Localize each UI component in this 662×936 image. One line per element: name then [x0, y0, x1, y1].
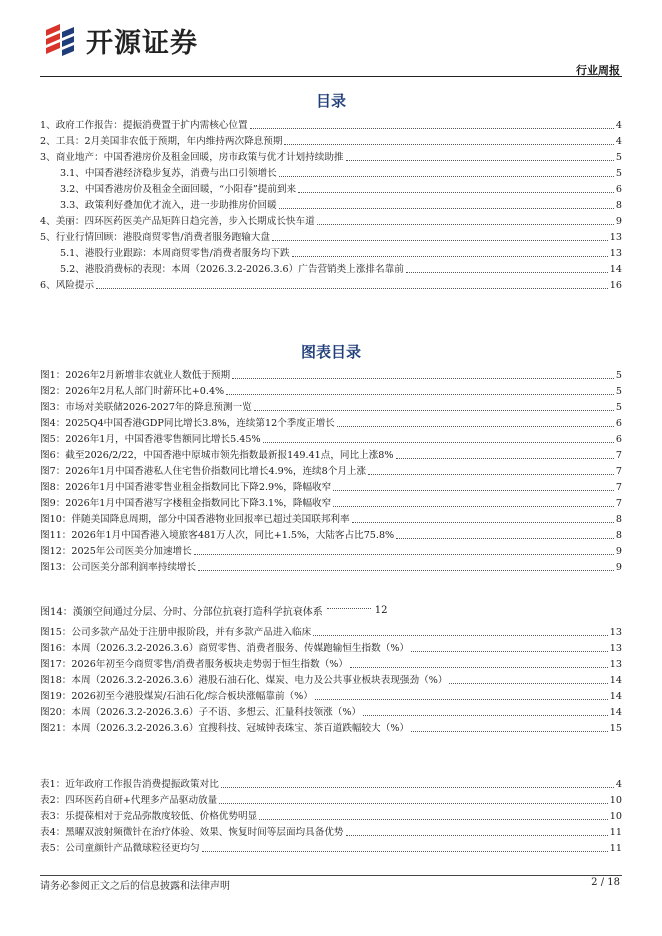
leader-dots: [284, 144, 613, 145]
table-entry-page: 11: [609, 827, 622, 838]
leader-dots: [259, 819, 608, 820]
figure-entry-page: 9: [615, 546, 622, 557]
toc-entry-title[interactable]: 5、行业行情回顾：港股商贸零售/消费者服务跑输大盘: [40, 232, 270, 243]
leader-dots: [226, 394, 614, 395]
toc-entry-title[interactable]: 3、商业地产：中国香港房价及租金回暖，房市政策与优才计划持续助推: [40, 152, 344, 163]
figure-entry[interactable]: [40, 671, 622, 687]
leader-dots: [333, 506, 614, 507]
figure-entry[interactable]: [40, 558, 622, 574]
table-entry-title[interactable]: 表4：黑曜双波射频微针在治疗体验、效果、恢复时间等层面均具备优势: [40, 827, 344, 838]
figure-list-continued: [40, 623, 622, 735]
toc-entry-title[interactable]: 3.3、政策利好叠加优才流入，进一步助推房价回暖: [60, 200, 277, 211]
figure-entry[interactable]: [40, 462, 622, 478]
leader-dots: [449, 683, 607, 684]
figure-entry-title[interactable]: 图6：截至2026/2/22，中国香港中原城市领先指数最新报149.41点，同比上涨8%: [40, 450, 394, 461]
figure-entry-title[interactable]: 图19：2026初至今港股煤炭/石油石化/综合板块涨幅靠前（%）: [40, 691, 313, 702]
figure-entry-title[interactable]: 图10：伴随美国降息周期，部分中国香港物业回报率已超过美国联邦利率: [40, 514, 350, 525]
leader-dots: [250, 128, 614, 129]
figure-entry-page: 7: [615, 482, 622, 493]
leader-dots: [202, 851, 608, 852]
table-entry[interactable]: [40, 807, 622, 823]
leader-dots: [352, 522, 614, 523]
figure-entry-page: 7: [615, 450, 622, 461]
company-name: 开源证券: [86, 27, 198, 59]
figure-entry-title[interactable]: 图18：本周（2026.3.2-2026.3.6）港股石油石化、煤炭、电力及公共事业板块表现强劲（%）: [40, 675, 448, 686]
leader-dots: [194, 554, 614, 555]
toc-entry-page: 9: [615, 216, 622, 227]
figure-list: [40, 366, 622, 574]
toc-entry[interactable]: [40, 180, 622, 196]
figure-entry-page: 13: [609, 659, 622, 670]
figure-entry-page: 9: [615, 562, 622, 573]
leader-dots: [411, 731, 608, 732]
toc-list: [40, 116, 622, 292]
figure-entry-page: 14: [609, 675, 622, 686]
figure-entry-page: 5: [615, 370, 622, 381]
figure-entry-page: 15: [609, 723, 622, 734]
toc-entry-title[interactable]: 5.1、港股行业跟踪：本周商贸零售/消费者服务均下跌: [60, 248, 290, 259]
page-indicator: 2 / 18: [591, 877, 620, 888]
figure-entry-page: 8: [615, 514, 622, 525]
leader-dots: [263, 442, 614, 443]
leader-dots: [198, 570, 614, 571]
figure-entry[interactable]: [40, 494, 622, 510]
leader-dots: [327, 608, 371, 609]
toc-entry[interactable]: [40, 212, 622, 228]
table-entry-page: 4: [615, 779, 622, 790]
toc-entry[interactable]: [40, 228, 622, 244]
figure-entry-page: 8: [615, 530, 622, 541]
toc-entry-title[interactable]: 5.2、港股消费标的表现：本周（2026.3.2-2026.3.6）广告营销类上涨排名靠前: [60, 264, 404, 275]
leader-dots: [406, 272, 608, 273]
leader-dots: [298, 192, 614, 193]
table-entry[interactable]: [40, 839, 622, 855]
toc-entry-title[interactable]: 6、风险提示: [40, 280, 95, 291]
figure-entry-title[interactable]: 图3：市场对美联储2026-2027年的降息预测一览: [40, 402, 252, 413]
figure-entry[interactable]: [40, 526, 622, 542]
toc-title: 目录: [315, 92, 346, 110]
figure-entry-title[interactable]: 图11：2026年1月中国香港入境旅客481万人次，同比+1.5%，大陆客占比75.8%: [40, 530, 395, 541]
table-entry-title[interactable]: 表1：近年政府工作报告消费提振政策对比: [40, 779, 219, 790]
figure-entry[interactable]: [40, 382, 622, 398]
figure-garbled-entry: [40, 599, 622, 621]
toc-entry[interactable]: [40, 116, 622, 132]
figure-entry-title[interactable]: 图15：公司多款产品处于注册申报阶段，并有多款产品进入临床: [40, 627, 312, 638]
figure-entry[interactable]: [40, 719, 622, 735]
leader-dots: [317, 224, 614, 225]
leader-dots: [96, 288, 608, 289]
figure-entry-page: 6: [615, 434, 622, 445]
figures-title: 图表目录: [300, 343, 361, 361]
toc-entry[interactable]: [40, 260, 622, 276]
leader-dots: [272, 240, 608, 241]
figure-entry-title[interactable]: 图2：2026年2月私人部门时薪环比+0.4%: [40, 386, 225, 397]
table-entry-title[interactable]: 表3：乐提葆相对于竞品弥散度较低、价格优势明显: [40, 811, 258, 822]
table-entry-page: 10: [609, 811, 622, 822]
toc-entry[interactable]: [40, 244, 622, 260]
figure-entry-page: 14: [609, 691, 622, 702]
leader-dots: [279, 176, 614, 177]
toc-entry-page: 13: [609, 248, 622, 259]
leader-dots: [313, 635, 608, 636]
figure-entry-title[interactable]: 图8：2026年1月中国香港零售业租金指数同比下降2.9%，降幅收窄: [40, 482, 332, 493]
leader-dots: [221, 787, 614, 788]
figure-entry[interactable]: [40, 414, 622, 430]
figure-entry-title[interactable]: 图13：公司医美分部利润率持续增长: [40, 562, 197, 573]
table-entry-page: 11: [609, 843, 622, 854]
toc-entry-page: 8: [615, 200, 622, 211]
table-list: [40, 775, 622, 855]
figure-entry[interactable]: [40, 687, 622, 703]
leader-dots: [333, 490, 614, 491]
toc-entry-page: 4: [615, 120, 622, 131]
figure-entry-title[interactable]: 图4：2025Q4中国香港GDP同比增长3.8%，连续第12个季度正增长: [40, 418, 335, 429]
document-type: 行业周报: [576, 64, 620, 77]
figure-entry-page: 14: [609, 707, 622, 718]
leader-dots: [279, 208, 614, 209]
figure-entry[interactable]: [40, 655, 622, 671]
leader-dots: [346, 835, 608, 836]
toc-entry[interactable]: [40, 132, 622, 148]
figure-entry-page: 7: [615, 498, 622, 509]
figure-entry[interactable]: [40, 703, 622, 719]
table-entry-page: 10: [609, 795, 622, 806]
figure-entry[interactable]: [40, 366, 622, 382]
leader-dots: [363, 715, 608, 716]
toc-entry-page: 6: [615, 184, 622, 195]
figure-entry-title[interactable]: 图1：2026年2月新增非农就业人数低于预期: [40, 370, 231, 381]
toc-entry[interactable]: [40, 276, 622, 292]
figure-entry-page: 7: [615, 466, 622, 477]
leader-dots: [350, 667, 608, 668]
toc-entry-page: 13: [609, 232, 622, 243]
figure-entry-title[interactable]: 图5：2026年1月，中国香港零售额同比增长5.45%: [40, 434, 261, 445]
toc-entry-title[interactable]: 3.2、中国香港房价及租金全面回暖，“小阳春”提前到来: [60, 184, 297, 195]
toc-entry-title[interactable]: 4、美丽：四环医药医美产品矩阵日趋完善，步入长期成长快车道: [40, 216, 315, 227]
figure-entry[interactable]: [40, 398, 622, 414]
leader-dots: [346, 160, 614, 161]
figure-garbled-page: 12: [374, 604, 388, 616]
leader-dots: [337, 426, 614, 427]
figure-entry-title[interactable]: 图9：2026年1月中国香港写字楼租金指数同比下降3.1%，降幅收窄: [40, 498, 332, 509]
toc-entry-title[interactable]: 3.1、中国香港经济稳步复苏，消费与出口引领增长: [60, 168, 277, 179]
toc-entry-page: 16: [609, 280, 622, 291]
toc-entry-title[interactable]: 1、政府工作报告：提振消费置于扩内需核心位置: [40, 120, 248, 131]
figure-entry[interactable]: [40, 510, 622, 526]
figure-entry-page: 5: [615, 402, 622, 413]
figure-entry-title[interactable]: 图20：本周（2026.3.2-2026.3.6）子不语、多想云、汇量科技领涨（%）: [40, 707, 362, 718]
footer-rule: [40, 875, 622, 876]
figure-entry-title[interactable]: 图21：本周（2026.3.2-2026.3.6）宜搜科技、冠城钟表珠宝、茶百道跌幅较大（%）: [40, 723, 410, 734]
figure-entry-page: 5: [615, 386, 622, 397]
figure-entry-title[interactable]: 图17：2026年初至今商贸零售/消费者服务板块走势弱于恒生指数（%）: [40, 659, 349, 670]
leader-dots: [219, 803, 608, 804]
figure-entry[interactable]: [40, 446, 622, 462]
table-entry-title[interactable]: 表2：四环医药自研+代理多产品驱动放量: [40, 795, 218, 806]
figure-entry[interactable]: [40, 430, 622, 446]
figure-entry-title[interactable]: 图7：2026年1月中国香港私人住宅售价指数同比增长4.9%，连续8个月上涨: [40, 466, 367, 477]
figure-entry-page: 13: [609, 627, 622, 638]
figure-entry-title[interactable]: 图16：本周（2026.3.2-2026.3.6）商贸零售、消费者服务、传媒跑输恒生指数（%）: [40, 643, 410, 654]
company-logo: [40, 20, 198, 60]
toc-entry-page: 5: [615, 152, 622, 163]
header-rule: [40, 76, 622, 77]
toc-entry[interactable]: [40, 196, 622, 212]
table-entry[interactable]: [40, 791, 622, 807]
figure-entry[interactable]: [40, 623, 622, 639]
toc-entry[interactable]: [40, 148, 622, 164]
figure-garbled-title[interactable]: 图14：漢颁空间通过分层、分时、分部位抗衰打造科学抗衰体系: [40, 606, 323, 618]
figure-entry-title[interactable]: 图12：2025年公司医美分加速增长: [40, 546, 192, 557]
figure-entry[interactable]: [40, 478, 622, 494]
leader-dots: [232, 378, 614, 379]
leader-dots: [292, 256, 608, 257]
figure-entry-page: 13: [609, 643, 622, 654]
toc-entry-title[interactable]: 2、工具：2月美国非农低于预期，年内维持两次降息预期: [40, 136, 283, 147]
leader-dots: [315, 699, 608, 700]
table-entry-title[interactable]: 表5：公司童颜针产品微球粒径更均匀: [40, 843, 200, 854]
leader-dots: [396, 538, 614, 539]
leader-dots: [254, 410, 614, 411]
toc-entry-page: 14: [609, 264, 622, 275]
figure-entry[interactable]: [40, 639, 622, 655]
toc-entry-page: 4: [615, 136, 622, 147]
toc-entry[interactable]: [40, 164, 622, 180]
figure-entry[interactable]: [40, 542, 622, 558]
figure-entry-page: 6: [615, 418, 622, 429]
table-entry[interactable]: [40, 775, 622, 791]
toc-entry-page: 5: [615, 168, 622, 179]
leader-dots: [411, 651, 608, 652]
logo-mark-icon: [40, 20, 80, 60]
leader-dots: [396, 458, 614, 459]
leader-dots: [368, 474, 614, 475]
footer-disclaimer: 请务必参阅正文之后的信息披露和法律声明: [40, 881, 230, 892]
table-entry[interactable]: [40, 823, 622, 839]
